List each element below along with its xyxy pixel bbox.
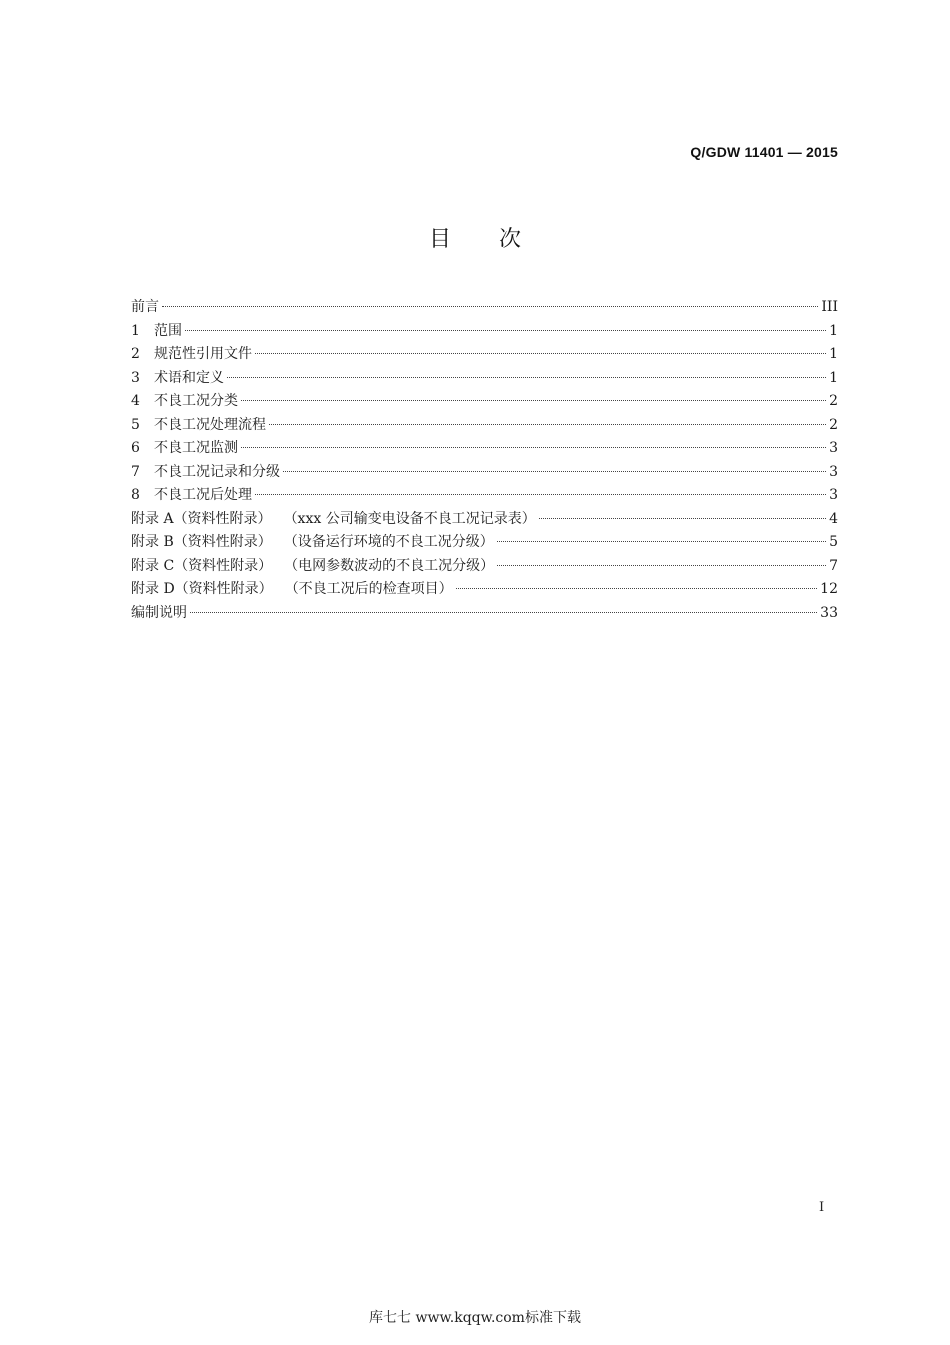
toc-entry-subtitle: （设备运行环境的不良工况分级） [283, 534, 494, 550]
toc-entry-title: 不良工况后处理 [154, 487, 252, 503]
toc-entry-title: 附录 D（资料性附录） [131, 581, 273, 597]
toc-entry-subtitle: （xxx 公司输变电设备不良工况记录表） [283, 510, 536, 527]
toc-entry[interactable] [131, 484, 838, 508]
toc-entry-title: 不良工况分类 [154, 393, 238, 409]
toc-entry-title: 不良工况处理流程 [154, 416, 266, 433]
toc-entry[interactable] [131, 531, 838, 555]
toc-entry-number: 1 [131, 322, 140, 339]
toc-entry[interactable] [131, 602, 838, 626]
toc-entry[interactable] [131, 555, 838, 579]
toc-entry-title: 不良工况监测 [154, 440, 238, 456]
toc-entry-page: 3 [829, 440, 838, 456]
toc-entry-page: 12 [820, 581, 838, 597]
toc-dot-leader [456, 588, 817, 589]
toc-entry-page: 7 [829, 557, 838, 574]
toc-entry-number: 4 [131, 393, 140, 409]
toc-dot-leader [283, 471, 826, 472]
toc-entry[interactable] [131, 343, 838, 367]
toc-entry-page: 5 [829, 534, 838, 550]
toc-dot-leader [227, 377, 826, 378]
toc-entry-title: 附录 C（资料性附录） [131, 557, 273, 574]
toc-entry-number: 5 [131, 416, 140, 433]
toc-entry[interactable] [131, 390, 838, 414]
toc-dot-leader [190, 612, 817, 613]
toc-entry-page: 1 [829, 369, 838, 386]
toc-dot-leader [241, 400, 826, 401]
page-title: 目次 [428, 227, 569, 252]
toc-entry-subtitle: （不良工况后的检查项目） [284, 581, 453, 597]
toc-entry-page: 1 [829, 346, 838, 362]
toc-entry-number: 6 [131, 440, 140, 456]
toc-entry[interactable] [131, 367, 838, 391]
toc-entry-title: 不良工况记录和分级 [154, 463, 280, 480]
toc-entry-page: 1 [829, 322, 838, 339]
toc-entry[interactable] [131, 437, 838, 461]
page-number: I [819, 1200, 825, 1215]
toc-entry-page: 33 [820, 604, 838, 621]
toc-dot-leader [255, 353, 826, 354]
toc-entry-page: 3 [829, 487, 838, 503]
toc-dot-leader [497, 541, 826, 542]
toc-dot-leader [269, 424, 826, 425]
toc-entry-number: 3 [131, 369, 140, 386]
toc-entry-page: 4 [829, 510, 838, 527]
toc-entry-title: 范围 [154, 322, 182, 339]
toc-dot-leader [255, 494, 826, 495]
toc-dot-leader [162, 306, 818, 307]
toc-dot-leader [497, 565, 826, 566]
toc-dot-leader [539, 518, 826, 519]
toc-entry-title: 规范性引用文件 [154, 346, 252, 362]
standard-code: Q/GDW 11401 — 2015 [690, 144, 838, 160]
toc-entry-page: 2 [829, 393, 838, 409]
toc-entry[interactable] [131, 320, 838, 344]
toc-entry[interactable] [131, 296, 838, 320]
toc-entry-title: 术语和定义 [154, 369, 224, 386]
toc-entry-subtitle: （电网参数波动的不良工况分级） [284, 557, 495, 574]
toc-entry-title: 附录 B（资料性附录） [131, 534, 272, 550]
toc-entry[interactable] [131, 508, 838, 532]
toc-dot-leader [241, 447, 826, 448]
toc-entry-page: 2 [829, 416, 838, 433]
footer-watermark: 库七七 www.kqqw.com标准下载 [369, 1310, 581, 1326]
toc-entry[interactable] [131, 414, 838, 438]
toc-entry-title: 前言 [131, 299, 159, 315]
toc-dot-leader [185, 330, 826, 331]
toc-entry-number: 8 [131, 487, 140, 503]
toc-entry-title: 编制说明 [131, 604, 187, 621]
toc-entry[interactable] [131, 461, 838, 485]
toc-entry-page: III [821, 299, 838, 315]
toc-entry-title: 附录 A（资料性附录） [131, 510, 272, 527]
toc-entry-page: 3 [829, 463, 838, 480]
table-of-contents [131, 296, 838, 625]
toc-entry[interactable] [131, 578, 838, 602]
toc-entry-number: 2 [131, 346, 140, 362]
toc-entry-number: 7 [131, 463, 140, 480]
